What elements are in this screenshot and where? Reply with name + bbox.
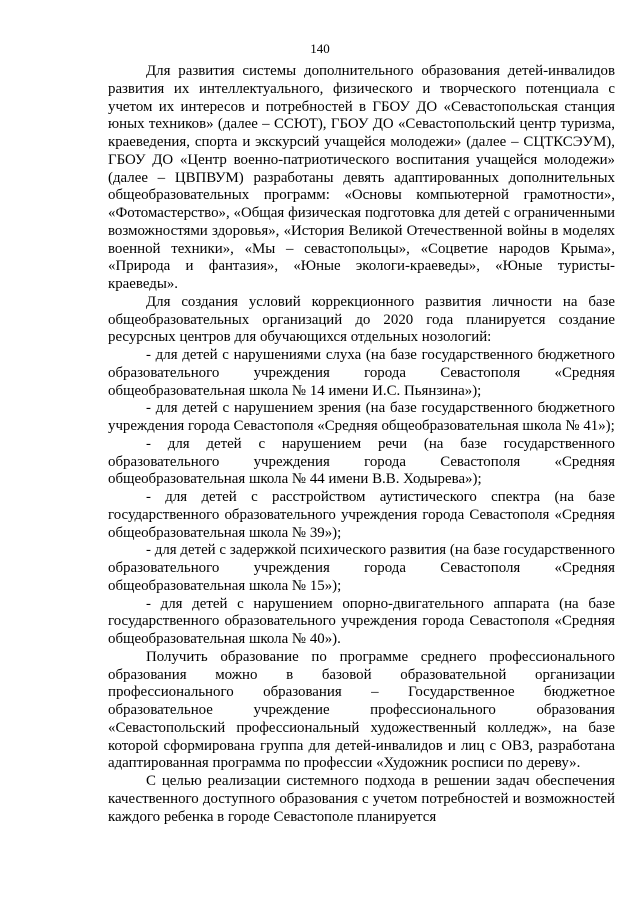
list-item-hearing: - для детей с нарушениями слуха (на базе государственного бюджетного образовательного учреждения города Севастополя «Средняя общеобразовательная школа № 14 имени И.С. Пьянзина»);: [108, 347, 615, 399]
paragraph-systemic-approach: С целью реализации системного подхода в решении задач обеспечения качественного доступного образования с учетом потребностей и возможностей каждого ребенка в городе Севастополе планируется: [108, 773, 615, 825]
paragraph-additional-education: Для развития системы дополнительного образования детей-инвалидов развития их интеллектуального, физического и творческого потенциала с учетом их интересов и потребностей в ГБОУ ДО «Севастопольская станция юных техников» (далее – ССЮТ), ГБОУ ДО «Севастопольский центр туризма, краеведения, спорта и экскурсий учащейся молодежи» (далее – СЦТКСЭУМ), ГБОУ ДО «Центр военно-патриотического воспитания учащейся молодежи» (далее – ЦВПВУМ) разработаны девять адаптированных дополнительных общеобразовательных программ: «Основы компьютерной грамотности», «Фотомастерство», «Общая физическая подготовка для детей с ограниченными возможностями здоровья», «История Великой Отечественной войны в моделях военной техники», «Мы – севастопольцы», «Соцветие народов Крыма», «Природа и фантазия», «Юные экологи-краеведы», «Юные туристы-краеведы».: [108, 63, 615, 292]
list-item-musculoskeletal: - для детей с нарушением опорно-двигательного аппарата (на базе государственного образовательного учреждения города Севастополя «Средняя общеобразовательная школа № 40»).: [108, 595, 615, 647]
paragraph-vocational-education: Получить образование по программе среднего профессионального образования можно в базовой образовательной организации профессионального образования – Государственное бюджетное образовательное учреждение профессионального образования «Севастопольский профессиональный художественный колледж», на базе которой сформирована группа для детей-инвалидов и лиц с ОВЗ, разработана адаптированная программа по профессии «Художник росписи по дереву».: [108, 648, 615, 772]
document-body: [108, 63, 615, 826]
paragraph-resource-centers-intro: Для создания условий коррекционного развития личности на базе общеобразовательных организаций до 2020 года планируется создание ресурсных центров для обучающихся отдельных нозологий:: [108, 293, 615, 346]
list-item-autism: - для детей с расстройством аутистического спектра (на базе государственного образовательного учреждения города Севастополя «Средняя общеобразовательная школа № 39»);: [108, 489, 615, 541]
list-item-speech: - для детей с нарушением речи (на базе государственного образовательного учреждения города Севастополя «Средняя общеобразовательная школа № 44 имени В.В. Ходырева»);: [108, 435, 615, 488]
page-number: 140: [310, 41, 330, 56]
list-item-vision: - для детей с нарушением зрения (на базе государственного бюджетного учреждения города Севастополя «Средняя общеобразовательная школа № 41»);: [108, 400, 615, 434]
list-item-mental-delay: - для детей с задержкой психического развития (на базе государственного образовательного учреждения города Севастополя «Средняя общеобразовательная школа № 15»);: [108, 542, 615, 594]
